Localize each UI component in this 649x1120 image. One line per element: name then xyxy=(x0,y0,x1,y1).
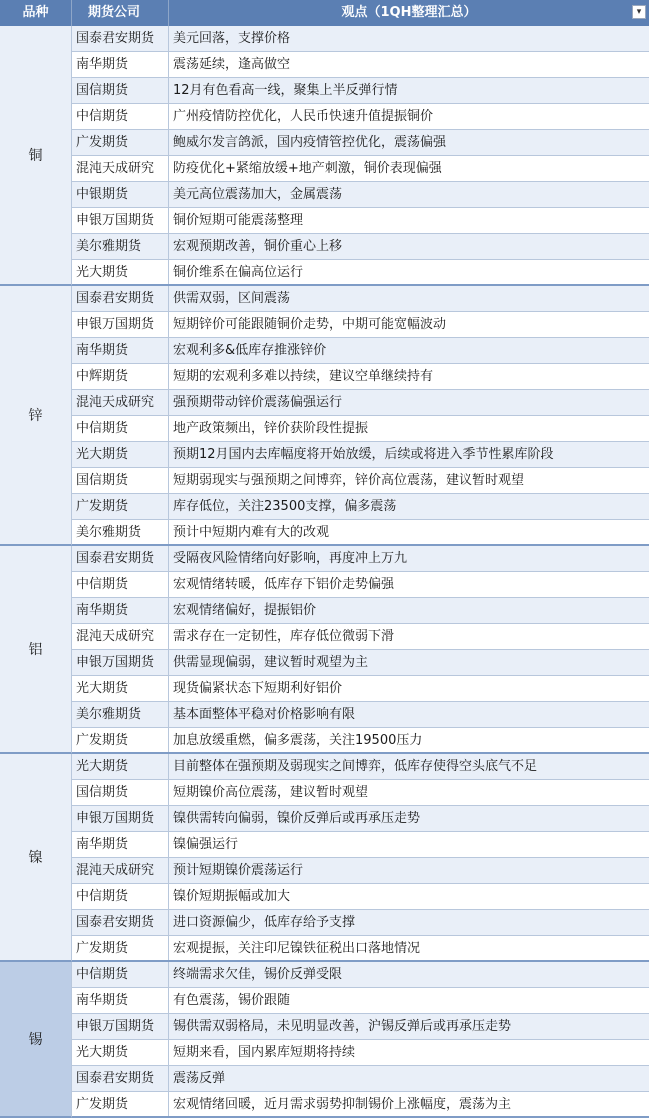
company-cell[interactable]: 中信期货 xyxy=(72,572,169,597)
table-row[interactable] xyxy=(72,78,649,104)
table-row[interactable] xyxy=(72,390,649,416)
view-cell[interactable]: 供需双弱，区间震荡 xyxy=(169,286,649,311)
category-cell: 镍 xyxy=(0,754,72,962)
view-cell[interactable]: 铜价维系在偏高位运行 xyxy=(169,260,649,284)
company-cell[interactable]: 国信期货 xyxy=(72,78,169,103)
company-cell[interactable]: 光大期货 xyxy=(72,260,169,284)
view-cell[interactable]: 需求存在一定韧性，库存低位微弱下滑 xyxy=(169,624,649,649)
table-row[interactable] xyxy=(72,130,649,156)
table-row[interactable] xyxy=(72,702,649,728)
company-cell[interactable]: 国泰君安期货 xyxy=(72,910,169,935)
table-row[interactable] xyxy=(72,494,649,520)
company-cell[interactable]: 中信期货 xyxy=(72,104,169,129)
view-cell[interactable]: 终端需求欠佳，锡价反弹受限 xyxy=(169,962,649,987)
table-row[interactable] xyxy=(72,728,649,754)
table-row[interactable] xyxy=(72,468,649,494)
view-cell[interactable]: 美元高位震荡加大，金属震荡 xyxy=(169,182,649,207)
view-cell[interactable]: 宏观提振，关注印尼镍铁征税出口落地情况 xyxy=(169,936,649,960)
header-category: 品种 xyxy=(0,0,72,26)
company-cell[interactable]: 南华期货 xyxy=(72,832,169,857)
company-cell[interactable]: 中信期货 xyxy=(72,416,169,441)
company-cell[interactable]: 混沌天成研究 xyxy=(72,156,169,181)
company-cell[interactable]: 广发期货 xyxy=(72,936,169,960)
view-cell[interactable]: 宏观预期改善，铜价重心上移 xyxy=(169,234,649,259)
header-view xyxy=(169,0,649,26)
company-cell[interactable]: 美尔雅期货 xyxy=(72,520,169,544)
table-row[interactable] xyxy=(72,234,649,260)
view-cell[interactable]: 震荡延续，逢高做空 xyxy=(169,52,649,77)
view-cell[interactable]: 短期锌价可能跟随铜价走势，中期可能宽幅波动 xyxy=(169,312,649,337)
company-cell[interactable]: 光大期货 xyxy=(72,1040,169,1065)
table-row[interactable] xyxy=(72,1040,649,1066)
view-cell[interactable]: 镍偏强运行 xyxy=(169,832,649,857)
table-row[interactable] xyxy=(72,572,649,598)
view-cell[interactable]: 预计短期镍价震荡运行 xyxy=(169,858,649,883)
company-cell[interactable]: 南华期货 xyxy=(72,52,169,77)
view-cell[interactable]: 库存低位，关注23500支撑，偏多震荡 xyxy=(169,494,649,519)
view-cell[interactable]: 短期来看，国内累库短期将持续 xyxy=(169,1040,649,1065)
view-cell[interactable]: 供需显现偏弱，建议暂时观望为主 xyxy=(169,650,649,675)
table-row[interactable] xyxy=(72,650,649,676)
category-cell: 铝 xyxy=(0,546,72,754)
table-row[interactable] xyxy=(72,1092,649,1118)
view-cell[interactable]: 短期的宏观利多难以持续，建议空单继续持有 xyxy=(169,364,649,389)
table-row[interactable] xyxy=(72,936,649,962)
table-row[interactable] xyxy=(72,520,649,546)
view-cell[interactable]: 短期镍价高位震荡，建议暂时观望 xyxy=(169,780,649,805)
company-cell[interactable]: 南华期货 xyxy=(72,988,169,1013)
category-cell: 锌 xyxy=(0,286,72,546)
table-row[interactable] xyxy=(72,104,649,130)
category-cell: 锡 xyxy=(0,962,72,1118)
company-cell[interactable]: 广发期货 xyxy=(72,728,169,752)
table-row[interactable] xyxy=(72,312,649,338)
table-row[interactable] xyxy=(72,416,649,442)
view-cell[interactable]: 预期12月国内去库幅度将开始放缓，后续或将进入季节性累库阶段 xyxy=(169,442,649,467)
company-cell[interactable]: 中信期货 xyxy=(72,962,169,987)
table-row[interactable] xyxy=(72,260,649,286)
table-row[interactable] xyxy=(72,26,649,52)
company-cell[interactable]: 美尔雅期货 xyxy=(72,234,169,259)
table-row[interactable] xyxy=(72,364,649,390)
table-row[interactable] xyxy=(72,598,649,624)
table-row[interactable] xyxy=(72,1066,649,1092)
view-cell[interactable]: 铜价短期可能震荡整理 xyxy=(169,208,649,233)
company-cell[interactable]: 中银期货 xyxy=(72,182,169,207)
table-row[interactable] xyxy=(72,676,649,702)
company-cell[interactable]: 广发期货 xyxy=(72,130,169,155)
table-row[interactable] xyxy=(72,988,649,1014)
view-cell[interactable]: 目前整体在强预期及弱现实之间博弈，低库存使得空头底气不足 xyxy=(169,754,649,779)
table-row[interactable] xyxy=(72,884,649,910)
company-cell[interactable]: 混沌天成研究 xyxy=(72,858,169,883)
company-cell[interactable]: 美尔雅期货 xyxy=(72,702,169,727)
view-cell[interactable]: 防疫优化+紧缩放缓+地产刺激，铜价表现偏强 xyxy=(169,156,649,181)
company-cell[interactable]: 国信期货 xyxy=(72,780,169,805)
view-cell[interactable]: 锡供需双弱格局，未见明显改善，沪锡反弹后或再承压走势 xyxy=(169,1014,649,1039)
table-row[interactable] xyxy=(72,780,649,806)
table-row[interactable] xyxy=(72,806,649,832)
view-cell[interactable]: 加息放缓重燃，偏多震荡，关注19500压力 xyxy=(169,728,649,752)
view-cell[interactable]: 预计中短期内难有大的改观 xyxy=(169,520,649,544)
company-cell[interactable]: 光大期货 xyxy=(72,754,169,779)
company-cell[interactable]: 申银万国期货 xyxy=(72,650,169,675)
company-cell[interactable]: 国信期货 xyxy=(72,468,169,493)
view-cell[interactable]: 宏观情绪转暖，低库存下铝价走势偏强 xyxy=(169,572,649,597)
table-row[interactable] xyxy=(72,754,649,780)
header-view-label: 观点（1QH整理汇总） xyxy=(341,5,477,20)
company-cell[interactable]: 申银万国期货 xyxy=(72,806,169,831)
view-cell[interactable]: 地产政策频出，锌价获阶段性提振 xyxy=(169,416,649,441)
category-cell: 铜 xyxy=(0,26,72,286)
company-cell[interactable]: 国泰君安期货 xyxy=(72,26,169,51)
table-row[interactable] xyxy=(72,52,649,78)
company-cell[interactable]: 中信期货 xyxy=(72,884,169,909)
table-row[interactable] xyxy=(72,832,649,858)
view-cell[interactable]: 短期弱现实与强预期之间博弈，锌价高位震荡，建议暂时观望 xyxy=(169,468,649,493)
company-cell[interactable]: 光大期货 xyxy=(72,442,169,467)
table-row[interactable] xyxy=(72,286,649,312)
view-cell[interactable]: 进口资源偏少，低库存给予支撑 xyxy=(169,910,649,935)
company-cell[interactable]: 国泰君安期货 xyxy=(72,286,169,311)
table-row[interactable] xyxy=(72,1014,649,1040)
company-cell[interactable]: 混沌天成研究 xyxy=(72,390,169,415)
view-cell[interactable]: 镍供需转向偏弱，镍价反弹后或再承压走势 xyxy=(169,806,649,831)
header-company: 期货公司 xyxy=(72,0,169,26)
company-cell[interactable]: 申银万国期货 xyxy=(72,1014,169,1039)
view-cell[interactable]: 宏观利多&低库存推涨锌价 xyxy=(169,338,649,363)
view-cell[interactable]: 现货偏紧状态下短期利好铝价 xyxy=(169,676,649,701)
view-cell[interactable]: 宏观情绪回暖，近月需求弱势抑制锡价上涨幅度，震荡为主 xyxy=(169,1092,649,1116)
view-cell[interactable]: 镍价短期振幅或加大 xyxy=(169,884,649,909)
company-cell[interactable]: 广发期货 xyxy=(72,494,169,519)
table-row[interactable] xyxy=(72,858,649,884)
company-cell[interactable]: 申银万国期货 xyxy=(72,312,169,337)
table-row[interactable] xyxy=(72,624,649,650)
table-row[interactable] xyxy=(72,546,649,572)
view-cell[interactable]: 广州疫情防控优化，人民币快速升值提振铜价 xyxy=(169,104,649,129)
company-cell[interactable]: 南华期货 xyxy=(72,598,169,623)
view-cell[interactable]: 有色震荡，锡价跟随 xyxy=(169,988,649,1013)
view-cell[interactable]: 宏观情绪偏好，提振铝价 xyxy=(169,598,649,623)
table-row[interactable] xyxy=(72,910,649,936)
company-cell[interactable]: 南华期货 xyxy=(72,338,169,363)
table-row[interactable] xyxy=(72,156,649,182)
company-cell[interactable]: 中辉期货 xyxy=(72,364,169,389)
company-cell[interactable]: 申银万国期货 xyxy=(72,208,169,233)
table-row[interactable] xyxy=(72,442,649,468)
company-cell[interactable]: 国泰君安期货 xyxy=(72,546,169,571)
view-cell[interactable]: 12月有色看高一线，聚集上半反弹行情 xyxy=(169,78,649,103)
view-cell[interactable]: 受隔夜风险情绪向好影响，再度冲上万九 xyxy=(169,546,649,571)
view-cell[interactable]: 震荡反弹 xyxy=(169,1066,649,1091)
table-row[interactable] xyxy=(72,338,649,364)
company-cell[interactable]: 广发期货 xyxy=(72,1092,169,1116)
view-cell[interactable]: 强预期带动锌价震荡偏强运行 xyxy=(169,390,649,415)
company-cell[interactable]: 光大期货 xyxy=(72,676,169,701)
filter-dropdown-icon[interactable]: ▾ xyxy=(632,5,646,19)
table-row[interactable] xyxy=(72,182,649,208)
company-cell[interactable]: 国泰君安期货 xyxy=(72,1066,169,1091)
table-row[interactable] xyxy=(72,208,649,234)
company-cell[interactable]: 混沌天成研究 xyxy=(72,624,169,649)
view-cell[interactable]: 基本面整体平稳对价格影响有限 xyxy=(169,702,649,727)
table-row[interactable] xyxy=(72,962,649,988)
view-cell[interactable]: 鲍威尔发言鸽派，国内疫情管控优化，震荡偏强 xyxy=(169,130,649,155)
view-cell[interactable]: 美元回落，支撑价格 xyxy=(169,26,649,51)
